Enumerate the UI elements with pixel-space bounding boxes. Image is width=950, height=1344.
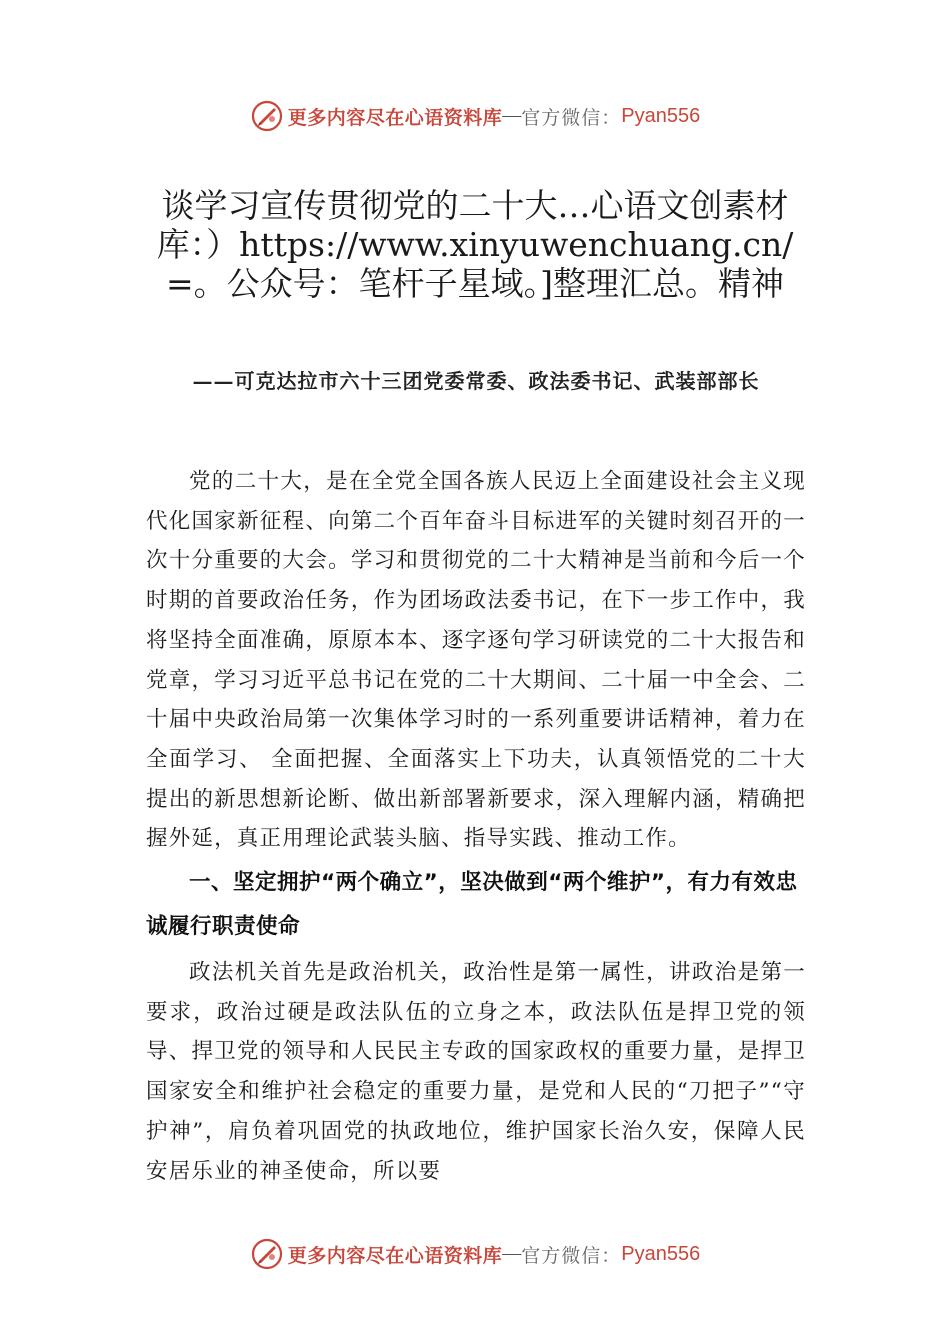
document-body (146, 462, 806, 1191)
banner-brand: 更多内容尽在心语资料库 (287, 1244, 503, 1267)
section-paragraph: 政法机关首先是政治机关，政治性是第一属性，讲政治是第一要求，政治过硬是政法队伍的立身之本，政法队伍是捍卫党的领导、捍卫党的领导和人民民主专政的国家政权的重要力量，是捍卫国家安全和维护社会稳定的重要力量，是党和人民的“刀把子”“守护神”，肩负着巩固党的执政地位，维护国家长治久安，保障人民安居乐业的神圣使命，所以要 (146, 960, 806, 1184)
section-heading: 一、坚定拥护“两个确立”，坚决做到“两个维护”，有力有效忠诚履行职责使命 (146, 870, 798, 940)
banner-wechat-label: 官方微信： (521, 1244, 622, 1267)
banner-separator: — (502, 1243, 522, 1264)
brush-logo-icon (250, 1237, 284, 1271)
document-title: 谈学习宣传贯彻党的二十大…心语文创素材库：）https://www.xinyuwenchuang.cn/=。公众号：笔杆子星域。]整理汇总。精神 (156, 186, 794, 303)
header-banner (0, 96, 950, 136)
intro-paragraph: 党的二十大，是在全党全国各族人民迈上全面建设社会主义现代化国家新征程、向第二个百年奋斗目标进军的关键时刻召开的一次十分重要的大会。学习和贯彻党的二十大精神是当前和今后一个时期的首要政治任务，作为团场政法委书记，在下一步工作中，我将坚持全面准确，原原本本、逐字逐句学习研读党的二十大报告和党章，学习习近平总书记在党的二十大期间、二十届一中全会、二十届中央政治局第一次集体学习时的一系列重要讲话精神，着力在全面学习、 全面把握、全面落实上下功夫，认真领悟党的二十大提出的新思想新论断、做出新部署新要求，深入理解内涵，精确把握外延，真正用理论武装头脑、指导实践、推动工作。 (146, 469, 806, 852)
banner-wechat-handle: Pyan556 (621, 104, 701, 127)
footer-banner (0, 1234, 950, 1274)
banner-separator: — (502, 105, 522, 126)
banner-wechat-handle: Pyan556 (621, 1242, 701, 1265)
banner-brand: 更多内容尽在心语资料库 (287, 106, 503, 129)
banner-wechat-label: 官方微信： (521, 106, 622, 129)
document-subtitle: ——可克达拉市六十三团党委常委、政法委书记、武装部部长 (192, 369, 760, 393)
brush-logo-icon (250, 99, 284, 133)
